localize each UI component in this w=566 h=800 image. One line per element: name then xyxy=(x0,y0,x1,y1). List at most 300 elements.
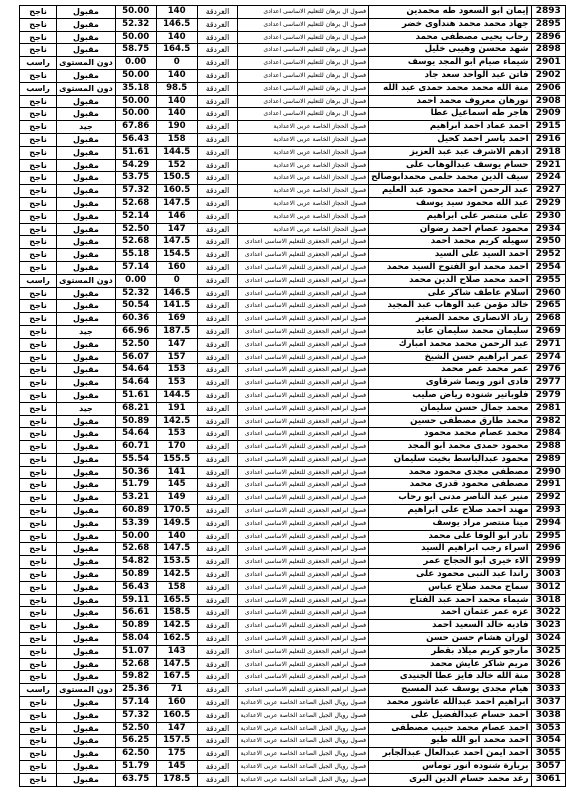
school-name-cell: فصول ابراهيم الجعفرى للتعليم الاساسى اعدادى xyxy=(238,594,369,607)
school-name-cell: فصول ال برهان للتعليم الاساسى اعدادى xyxy=(238,108,369,121)
school-name-cell: فصول ابراهيم الجعفرى للتعليم الاساسى اعدادى xyxy=(238,402,369,415)
total-score-cell: 140 xyxy=(156,6,197,19)
table-row xyxy=(20,761,566,774)
administration-cell: الغردقة xyxy=(197,223,238,236)
grade-cell: مقبول xyxy=(57,6,116,19)
seat-number-cell: 2969 xyxy=(531,325,565,338)
percentage-cell: 50.00 xyxy=(115,31,156,44)
administration-cell: الغردقة xyxy=(197,197,238,210)
result-cell: ناجح xyxy=(20,351,57,364)
seat-number-cell: 2895 xyxy=(531,18,565,31)
seat-number-cell: 2954 xyxy=(531,261,565,274)
school-name-cell: فصول ابراهيم الجعفرى للتعليم الاساسى اعدادى xyxy=(238,325,369,338)
table-row xyxy=(20,69,566,82)
administration-cell: الغردقة xyxy=(197,351,238,364)
percentage-cell: 55.54 xyxy=(115,453,156,466)
grade-cell: مقبول xyxy=(57,607,116,620)
student-name-cell: سهيله كريم محمد احمد xyxy=(369,236,531,249)
administration-cell: الغردقة xyxy=(197,748,238,761)
total-score-cell: 141 xyxy=(156,466,197,479)
seat-number-cell: 2934 xyxy=(531,223,565,236)
result-cell: ناجح xyxy=(20,172,57,185)
total-score-cell: 160.5 xyxy=(156,709,197,722)
administration-cell: الغردقة xyxy=(197,645,238,658)
school-name-cell: فصول ابراهيم الجعفرى للتعليم الاساسى اعدادى xyxy=(238,658,369,671)
school-name-cell: فصول ابراهيم الجعفرى للتعليم الاساسى اعدادى xyxy=(238,671,369,684)
grade-cell: دون المستوى xyxy=(57,82,116,95)
percentage-cell: 66.96 xyxy=(115,325,156,338)
grade-cell: جيد xyxy=(57,325,116,338)
table-row xyxy=(20,313,566,326)
student-name-cell: عبد الرحمن احمد محمود عبد العليم xyxy=(369,185,531,198)
student-name-cell: سماح محمد صلاح عباس xyxy=(369,581,531,594)
student-name-cell: شيماء صيام ابو المجد يوسف xyxy=(369,57,531,70)
table-row xyxy=(20,82,566,95)
percentage-cell: 35.18 xyxy=(115,82,156,95)
percentage-cell: 59.82 xyxy=(115,671,156,684)
total-score-cell: 153 xyxy=(156,428,197,441)
result-cell: ناجح xyxy=(20,185,57,198)
table-row xyxy=(20,735,566,748)
student-name-cell: نورهان معروف محمد احمد xyxy=(369,95,531,108)
school-name-cell: فصول ابراهيم الجعفرى للتعليم الاساسى اعدادى xyxy=(238,441,369,454)
student-name-cell: بربارة شنوده انور توماس xyxy=(369,761,531,774)
table-row xyxy=(20,748,566,761)
school-name-cell: فصول ال برهان للتعليم الاساسى اعدادى xyxy=(238,6,369,19)
administration-cell: الغردقة xyxy=(197,697,238,710)
grade-cell: مقبول xyxy=(57,287,116,300)
school-name-cell: فصول ابراهيم الجعفرى للتعليم الاساسى اعدادى xyxy=(238,351,369,364)
table-row xyxy=(20,569,566,582)
result-cell: ناجح xyxy=(20,18,57,31)
total-score-cell: 153 xyxy=(156,364,197,377)
percentage-cell: 67.86 xyxy=(115,121,156,134)
administration-cell: الغردقة xyxy=(197,441,238,454)
table-row xyxy=(20,159,566,172)
result-cell: ناجح xyxy=(20,569,57,582)
grade-cell: مقبول xyxy=(57,645,116,658)
student-name-cell: مصطفى محمود قدرى محمد xyxy=(369,479,531,492)
percentage-cell: 54.64 xyxy=(115,377,156,390)
grade-cell: دون المستوى xyxy=(57,684,116,697)
result-cell: ناجح xyxy=(20,581,57,594)
administration-cell: الغردقة xyxy=(197,261,238,274)
seat-number-cell: 2996 xyxy=(531,543,565,556)
total-score-cell: 157.5 xyxy=(156,735,197,748)
result-cell: ناجح xyxy=(20,773,57,786)
grade-cell: مقبول xyxy=(57,351,116,364)
seat-number-cell: 2893 xyxy=(531,6,565,19)
table-row xyxy=(20,633,566,646)
administration-cell: الغردقة xyxy=(197,594,238,607)
grade-cell: مقبول xyxy=(57,581,116,594)
school-name-cell: فصول رويال الجيل الصاعد الخاصة عربى الاعدادية xyxy=(238,722,369,735)
table-row xyxy=(20,620,566,633)
student-name-cell: مارجو كريم ميلاد بقطر xyxy=(369,645,531,658)
table-row xyxy=(20,697,566,710)
total-score-cell: 191 xyxy=(156,402,197,415)
student-name-cell: حسام يوسف عبدالوهاب على xyxy=(369,159,531,172)
table-row xyxy=(20,274,566,287)
seat-number-cell: 3053 xyxy=(531,722,565,735)
student-name-cell: رغد محمد حسام الدين البرى xyxy=(369,773,531,786)
school-name-cell: فصول رويال الجيل الصاعد الخاصة عربى الاعدادية xyxy=(238,748,369,761)
administration-cell: الغردقة xyxy=(197,505,238,518)
grade-cell: مقبول xyxy=(57,261,116,274)
administration-cell: الغردقة xyxy=(197,735,238,748)
grade-cell: مقبول xyxy=(57,530,116,543)
percentage-cell: 50.00 xyxy=(115,6,156,19)
total-score-cell: 154.5 xyxy=(156,249,197,262)
table-row xyxy=(20,236,566,249)
school-name-cell: فصول ال برهان للتعليم الاساسى اعدادى xyxy=(238,82,369,95)
seat-number-cell: 2898 xyxy=(531,44,565,57)
grade-cell: مقبول xyxy=(57,441,116,454)
result-cell: ناجح xyxy=(20,146,57,159)
table-row xyxy=(20,466,566,479)
administration-cell: الغردقة xyxy=(197,108,238,121)
total-score-cell: 145 xyxy=(156,479,197,492)
percentage-cell: 50.00 xyxy=(115,108,156,121)
total-score-cell: 153.5 xyxy=(156,556,197,569)
seat-number-cell: 2896 xyxy=(531,31,565,44)
seat-number-cell: 3024 xyxy=(531,633,565,646)
school-name-cell: فصول الحجاز الخاصة عربى الاعدادية xyxy=(238,172,369,185)
percentage-cell: 62.50 xyxy=(115,748,156,761)
grade-cell: جيد xyxy=(57,121,116,134)
result-cell: ناجح xyxy=(20,44,57,57)
table-row xyxy=(20,325,566,338)
result-cell: ناجح xyxy=(20,364,57,377)
school-name-cell: فصول ال برهان للتعليم الاساسى اعدادى xyxy=(238,44,369,57)
grade-cell: مقبول xyxy=(57,773,116,786)
administration-cell: الغردقة xyxy=(197,287,238,300)
seat-number-cell: 2924 xyxy=(531,172,565,185)
percentage-cell: 51.79 xyxy=(115,761,156,774)
table-row xyxy=(20,223,566,236)
table-row xyxy=(20,658,566,671)
school-name-cell: فصول الحجاز الخاصة عربى الاعدادية xyxy=(238,121,369,134)
percentage-cell: 53.21 xyxy=(115,492,156,505)
school-name-cell: فصول ابراهيم الجعفرى للتعليم الاساسى اعدادى xyxy=(238,274,369,287)
table-row xyxy=(20,377,566,390)
seat-number-cell: 2906 xyxy=(531,82,565,95)
total-score-cell: 150.5 xyxy=(156,172,197,185)
seat-number-cell: 2990 xyxy=(531,466,565,479)
result-cell: ناجح xyxy=(20,300,57,313)
administration-cell: الغردقة xyxy=(197,133,238,146)
administration-cell: الغردقة xyxy=(197,313,238,326)
student-name-cell: اسراء رجب ابراهيم السيد xyxy=(369,543,531,556)
school-name-cell: فصول ابراهيم الجعفرى للتعليم الاساسى اعدادى xyxy=(238,428,369,441)
result-cell: ناجح xyxy=(20,6,57,19)
school-name-cell: فصول رويال الجيل الصاعد الخاصة عربى الاعدادية xyxy=(238,773,369,786)
result-cell: ناجح xyxy=(20,223,57,236)
administration-cell: الغردقة xyxy=(197,633,238,646)
result-cell: ناجح xyxy=(20,492,57,505)
result-cell: ناجح xyxy=(20,517,57,530)
results-table xyxy=(19,5,566,787)
total-score-cell: 158.5 xyxy=(156,607,197,620)
total-score-cell: 140 xyxy=(156,95,197,108)
percentage-cell: 54.82 xyxy=(115,556,156,569)
seat-number-cell: 2971 xyxy=(531,338,565,351)
table-row xyxy=(20,185,566,198)
school-name-cell: فصول ال برهان للتعليم الاساسى اعدادى xyxy=(238,31,369,44)
total-score-cell: 140 xyxy=(156,31,197,44)
total-score-cell: 190 xyxy=(156,121,197,134)
result-cell: ناجح xyxy=(20,236,57,249)
total-score-cell: 71 xyxy=(156,684,197,697)
grade-cell: مقبول xyxy=(57,505,116,518)
total-score-cell: 145 xyxy=(156,761,197,774)
student-name-cell: ابراهيم احمد عبدالله عاشور محمد xyxy=(369,697,531,710)
grade-cell: مقبول xyxy=(57,428,116,441)
student-name-cell: فاتن عبد الواحد سعد جاد xyxy=(369,69,531,82)
result-cell: ناجح xyxy=(20,505,57,518)
seat-number-cell: 3033 xyxy=(531,684,565,697)
seat-number-cell: 2965 xyxy=(531,300,565,313)
administration-cell: الغردقة xyxy=(197,210,238,223)
seat-number-cell: 2929 xyxy=(531,197,565,210)
result-cell: ناجح xyxy=(20,658,57,671)
percentage-cell: 50.89 xyxy=(115,569,156,582)
percentage-cell: 58.75 xyxy=(115,44,156,57)
result-cell: ناجح xyxy=(20,530,57,543)
percentage-cell: 56.43 xyxy=(115,581,156,594)
total-score-cell: 155.5 xyxy=(156,453,197,466)
grade-cell: مقبول xyxy=(57,210,116,223)
seat-number-cell: 3038 xyxy=(531,709,565,722)
result-cell: ناجح xyxy=(20,697,57,710)
seat-number-cell: 2999 xyxy=(531,556,565,569)
total-score-cell: 160 xyxy=(156,697,197,710)
grade-cell: مقبول xyxy=(57,18,116,31)
grade-cell: مقبول xyxy=(57,556,116,569)
grade-cell: مقبول xyxy=(57,658,116,671)
grade-cell: مقبول xyxy=(57,223,116,236)
seat-number-cell: 2968 xyxy=(531,313,565,326)
student-name-cell: احمد محمد ابو الله طيو xyxy=(369,735,531,748)
table-row xyxy=(20,556,566,569)
seat-number-cell: 2927 xyxy=(531,185,565,198)
grade-cell: مقبول xyxy=(57,543,116,556)
school-name-cell: فصول ابراهيم الجعفرى للتعليم الاساسى اعدادى xyxy=(238,313,369,326)
seat-number-cell: 2995 xyxy=(531,530,565,543)
school-name-cell: فصول الحجاز الخاصة عربى الاعدادية xyxy=(238,223,369,236)
grade-cell: مقبول xyxy=(57,389,116,402)
administration-cell: الغردقة xyxy=(197,773,238,786)
seat-number-cell: 2952 xyxy=(531,249,565,262)
grade-cell: مقبول xyxy=(57,479,116,492)
seat-number-cell: 3057 xyxy=(531,761,565,774)
seat-number-cell: 2902 xyxy=(531,69,565,82)
seat-number-cell: 2901 xyxy=(531,57,565,70)
administration-cell: الغردقة xyxy=(197,172,238,185)
seat-number-cell: 2955 xyxy=(531,274,565,287)
percentage-cell: 52.32 xyxy=(115,18,156,31)
seat-number-cell: 2976 xyxy=(531,364,565,377)
table-row xyxy=(20,6,566,19)
student-name-cell: احمد ايمن احمد عبدالعال عبدالجابر xyxy=(369,748,531,761)
result-cell: ناجح xyxy=(20,287,57,300)
result-cell: ناجح xyxy=(20,645,57,658)
table-row xyxy=(20,530,566,543)
result-cell: ناجح xyxy=(20,210,57,223)
table-row xyxy=(20,287,566,300)
total-score-cell: 158 xyxy=(156,581,197,594)
grade-cell: مقبول xyxy=(57,517,116,530)
result-cell: ناجح xyxy=(20,748,57,761)
total-score-cell: 160.5 xyxy=(156,185,197,198)
grade-cell: مقبول xyxy=(57,313,116,326)
percentage-cell: 53.75 xyxy=(115,172,156,185)
school-name-cell: فصول رويال الجيل الصاعد الخاصة عربى الاعدادية xyxy=(238,735,369,748)
table-row xyxy=(20,581,566,594)
total-score-cell: 187.5 xyxy=(156,325,197,338)
student-name-cell: شيماء محمد احمد عبد الفتاح xyxy=(369,594,531,607)
school-name-cell: فصول ابراهيم الجعفرى للتعليم الاساسى اعدادى xyxy=(238,479,369,492)
student-name-cell: احمد عماد احمد ابراهيم xyxy=(369,121,531,134)
table-row xyxy=(20,364,566,377)
seat-number-cell: 3018 xyxy=(531,594,565,607)
grade-cell: مقبول xyxy=(57,761,116,774)
seat-number-cell: 2974 xyxy=(531,351,565,364)
grade-cell: مقبول xyxy=(57,185,116,198)
administration-cell: الغردقة xyxy=(197,453,238,466)
percentage-cell: 57.32 xyxy=(115,185,156,198)
seat-number-cell: 2960 xyxy=(531,287,565,300)
school-name-cell: فصول ابراهيم الجعفرى للتعليم الاساسى اعدادى xyxy=(238,453,369,466)
table-row xyxy=(20,402,566,415)
total-score-cell: 175 xyxy=(156,748,197,761)
table-row xyxy=(20,543,566,556)
administration-cell: الغردقة xyxy=(197,530,238,543)
administration-cell: الغردقة xyxy=(197,300,238,313)
seat-number-cell: 2988 xyxy=(531,441,565,454)
administration-cell: الغردقة xyxy=(197,607,238,620)
percentage-cell: 51.61 xyxy=(115,389,156,402)
student-name-cell: احمد محمد صلاح الدين محمد xyxy=(369,274,531,287)
school-name-cell: فصول ابراهيم الجعفرى للتعليم الاساسى اعدادى xyxy=(238,530,369,543)
grade-cell: مقبول xyxy=(57,453,116,466)
result-cell: ناجح xyxy=(20,108,57,121)
administration-cell: الغردقة xyxy=(197,121,238,134)
grade-cell: مقبول xyxy=(57,594,116,607)
school-name-cell: فصول ابراهيم الجعفرى للتعليم الاساسى اعدادى xyxy=(238,556,369,569)
grade-cell: مقبول xyxy=(57,249,116,262)
administration-cell: الغردقة xyxy=(197,684,238,697)
administration-cell: الغردقة xyxy=(197,415,238,428)
percentage-cell: 63.75 xyxy=(115,773,156,786)
grade-cell: مقبول xyxy=(57,709,116,722)
table-row xyxy=(20,95,566,108)
percentage-cell: 52.50 xyxy=(115,338,156,351)
total-score-cell: 147.5 xyxy=(156,658,197,671)
percentage-cell: 59.11 xyxy=(115,594,156,607)
percentage-cell: 56.25 xyxy=(115,735,156,748)
grade-cell: مقبول xyxy=(57,236,116,249)
administration-cell: الغردقة xyxy=(197,556,238,569)
school-name-cell: فصول ابراهيم الجعفرى للتعليم الاساسى اعدادى xyxy=(238,620,369,633)
total-score-cell: 0 xyxy=(156,274,197,287)
student-name-cell: على منتصر على ابراهيم xyxy=(369,210,531,223)
seat-number-cell: 3054 xyxy=(531,735,565,748)
total-score-cell: 144.5 xyxy=(156,146,197,159)
administration-cell: الغردقة xyxy=(197,402,238,415)
percentage-cell: 52.68 xyxy=(115,543,156,556)
result-cell: ناجح xyxy=(20,633,57,646)
percentage-cell: 54.29 xyxy=(115,159,156,172)
table-row xyxy=(20,300,566,313)
student-name-cell: عمر محمد عمر محمد xyxy=(369,364,531,377)
table-row xyxy=(20,505,566,518)
percentage-cell: 50.00 xyxy=(115,95,156,108)
administration-cell: الغردقة xyxy=(197,620,238,633)
result-cell: ناجح xyxy=(20,709,57,722)
table-row xyxy=(20,121,566,134)
table-row xyxy=(20,453,566,466)
student-name-cell: محمد طارق مصطفى حسين xyxy=(369,415,531,428)
table-row xyxy=(20,389,566,402)
grade-cell: جيد xyxy=(57,402,116,415)
result-cell: ناجح xyxy=(20,389,57,402)
administration-cell: الغردقة xyxy=(197,389,238,402)
total-score-cell: 162.5 xyxy=(156,633,197,646)
student-name-cell: جهاد محمد محمد هنداوى خضر xyxy=(369,18,531,31)
result-cell: راسب xyxy=(20,684,57,697)
percentage-cell: 57.14 xyxy=(115,697,156,710)
percentage-cell: 55.18 xyxy=(115,249,156,262)
total-score-cell: 143 xyxy=(156,645,197,658)
total-score-cell: 147.5 xyxy=(156,236,197,249)
result-cell: ناجح xyxy=(20,69,57,82)
administration-cell: الغردقة xyxy=(197,466,238,479)
student-name-cell: الاء خيرى ابو الحجاج عمر xyxy=(369,556,531,569)
school-name-cell: فصول ابراهيم الجعفرى للتعليم الاساسى اعدادى xyxy=(238,517,369,530)
school-name-cell: فصول ابراهيم الجعفرى للتعليم الاساسى اعدادى xyxy=(238,492,369,505)
seat-number-cell: 3012 xyxy=(531,581,565,594)
seat-number-cell: 2984 xyxy=(531,428,565,441)
grade-cell: مقبول xyxy=(57,172,116,185)
table-row xyxy=(20,18,566,31)
school-name-cell: فصول الحجاز الخاصة عربى الاعدادية xyxy=(238,210,369,223)
administration-cell: الغردقة xyxy=(197,159,238,172)
grade-cell: مقبول xyxy=(57,146,116,159)
administration-cell: الغردقة xyxy=(197,709,238,722)
total-score-cell: 147 xyxy=(156,338,197,351)
grade-cell: مقبول xyxy=(57,197,116,210)
percentage-cell: 50.89 xyxy=(115,415,156,428)
student-name-cell: احمد حسام عبدالفضيل على xyxy=(369,709,531,722)
seat-number-cell: 2981 xyxy=(531,402,565,415)
result-cell: ناجح xyxy=(20,95,57,108)
seat-number-cell: 3055 xyxy=(531,748,565,761)
administration-cell: الغردقة xyxy=(197,185,238,198)
grade-cell: مقبول xyxy=(57,722,116,735)
result-cell: ناجح xyxy=(20,313,57,326)
percentage-cell: 60.89 xyxy=(115,505,156,518)
seat-number-cell: 2916 xyxy=(531,133,565,146)
seat-number-cell: 2908 xyxy=(531,95,565,108)
school-name-cell: فصول ابراهيم الجعفرى للتعليم الاساسى اعدادى xyxy=(238,633,369,646)
seat-number-cell: 2989 xyxy=(531,453,565,466)
administration-cell: الغردقة xyxy=(197,18,238,31)
grade-cell: مقبول xyxy=(57,108,116,121)
student-name-cell: فادى انور ويصا شرقاوى xyxy=(369,377,531,390)
total-score-cell: 149 xyxy=(156,492,197,505)
percentage-cell: 57.32 xyxy=(115,709,156,722)
